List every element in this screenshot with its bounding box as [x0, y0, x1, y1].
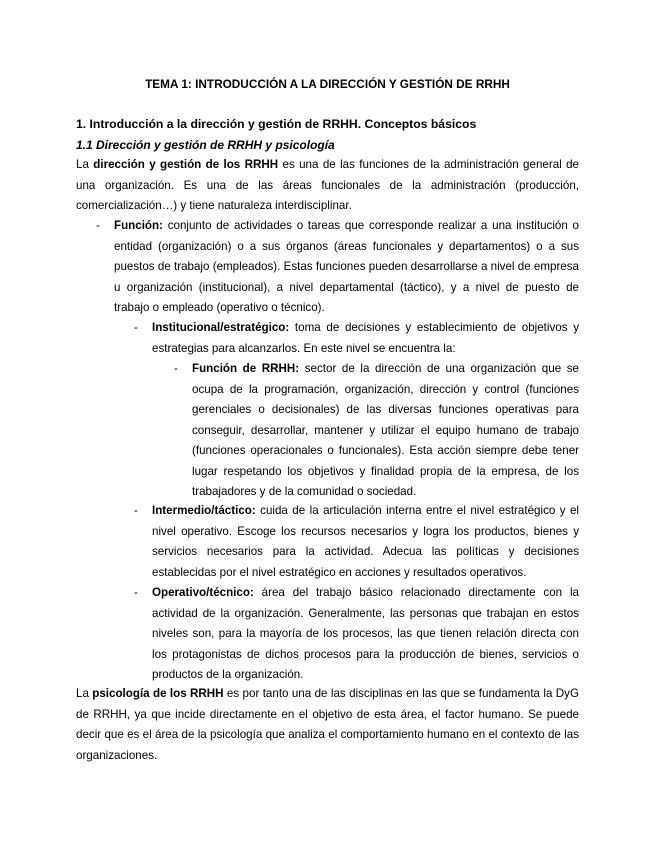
institucional-text: toma de decisiones y establecimiento de objetivos y estrategias para alcanzarlos. En este nivel se encuentra la: — [152, 321, 579, 355]
list-item-operativo — [134, 583, 579, 686]
list-item-institucional — [134, 318, 579, 359]
funcion-rrhh-text: sector de la dirección de una organización que se ocupa de la programación, organización, dirección y control (funciones gerenciales o decisionales) de las diversas funciones operativas para conseguir, desarrollar, mantener y utilizar el equipo humano de trabajo (funciones operacionales o funcionales). Esta acción siempre debe tener lugar respetando los objetivos y finalidad propia de la empresa, de los trabajadores y de la comunidad o sociedad. — [192, 362, 579, 498]
intermedio-text: cuida de la articulación interna entre el nivel estratégico y el nivel operativo. Escoge los recursos necesarios y logra los productos, bienes y servicios necesarios para la actividad. Adecua las políticas y decisiones establecidas por el nivel estratégico en acciones y resultados operativos. — [152, 504, 579, 579]
section-heading: 1. Introducción a la dirección y gestión de RRHH. Conceptos básicos — [76, 117, 477, 131]
funcion-text: conjunto de actividades o tareas que corresponde realizar a una institución o entidad (organización) o a sus órganos (áreas funcionales y departamentos) o a sus puestos de trabajo (empleados). Estas funciones pueden desarrollarse a nivel de empresa u organización (institucional), a nivel departamental (táctico), y a nivel de puesto de trabajo o empleado (operativo o técnico). — [114, 219, 579, 314]
psicologia-prefix: La — [76, 687, 93, 700]
bullet-dash: - — [134, 321, 138, 334]
operativo-text: área del trabajo básico relacionado directamente con la actividad de la organización. Generalmente, las personas que trabajan en estos niveles son, para la mayoría de los procesos, las que tienen relación directa con los protagonistas de dichos procesos para la producción de bienes, servicios o productos de la organización. — [152, 586, 579, 681]
bullet-dash: - — [134, 504, 138, 517]
intro-prefix: La — [76, 158, 94, 171]
psicologia-paragraph — [76, 684, 579, 766]
psicologia-term: psicología de los RRHH — [92, 687, 224, 700]
intermedio-term: Intermedio/táctico: — [152, 504, 256, 517]
list-item-funcion-rrhh — [174, 359, 579, 503]
funcion-rrhh-term: Función de RRHH: — [192, 362, 300, 375]
intro-term: dirección y gestión de los RRHH — [93, 158, 279, 171]
intro-paragraph — [76, 155, 579, 217]
operativo-term: Operativo/técnico: — [152, 586, 254, 599]
subsection-heading: 1.1 Dirección y gestión de RRHH y psicología — [76, 138, 335, 152]
document-title: TEMA 1: INTRODUCCIÓN A LA DIRECCIÓN Y GESTIÓN DE RRHH — [145, 77, 510, 91]
institucional-term: Institucional/estratégico: — [152, 321, 290, 334]
bullet-dash: - — [96, 219, 100, 232]
list-item-funcion — [96, 216, 579, 319]
psicologia-text: es por tanto una de las disciplinas en las que se fundamenta la DyG de RRHH, ya que incide directamente en el objetivo de esta área, el factor humano. Se puede decir que es el área de la psicología que analiza el comportamiento humano en el contexto de las organizaciones. — [76, 687, 579, 762]
bullet-dash: - — [174, 362, 178, 375]
intro-text: es una de las funciones de la administración general de una organización. Es una de las áreas funcionales de la administración (producción, comercialización…) y tiene naturaleza interdisciplinar. — [76, 158, 580, 212]
list-item-intermedio — [134, 501, 579, 583]
bullet-dash: - — [134, 586, 138, 599]
funcion-term: Función: — [114, 219, 163, 232]
